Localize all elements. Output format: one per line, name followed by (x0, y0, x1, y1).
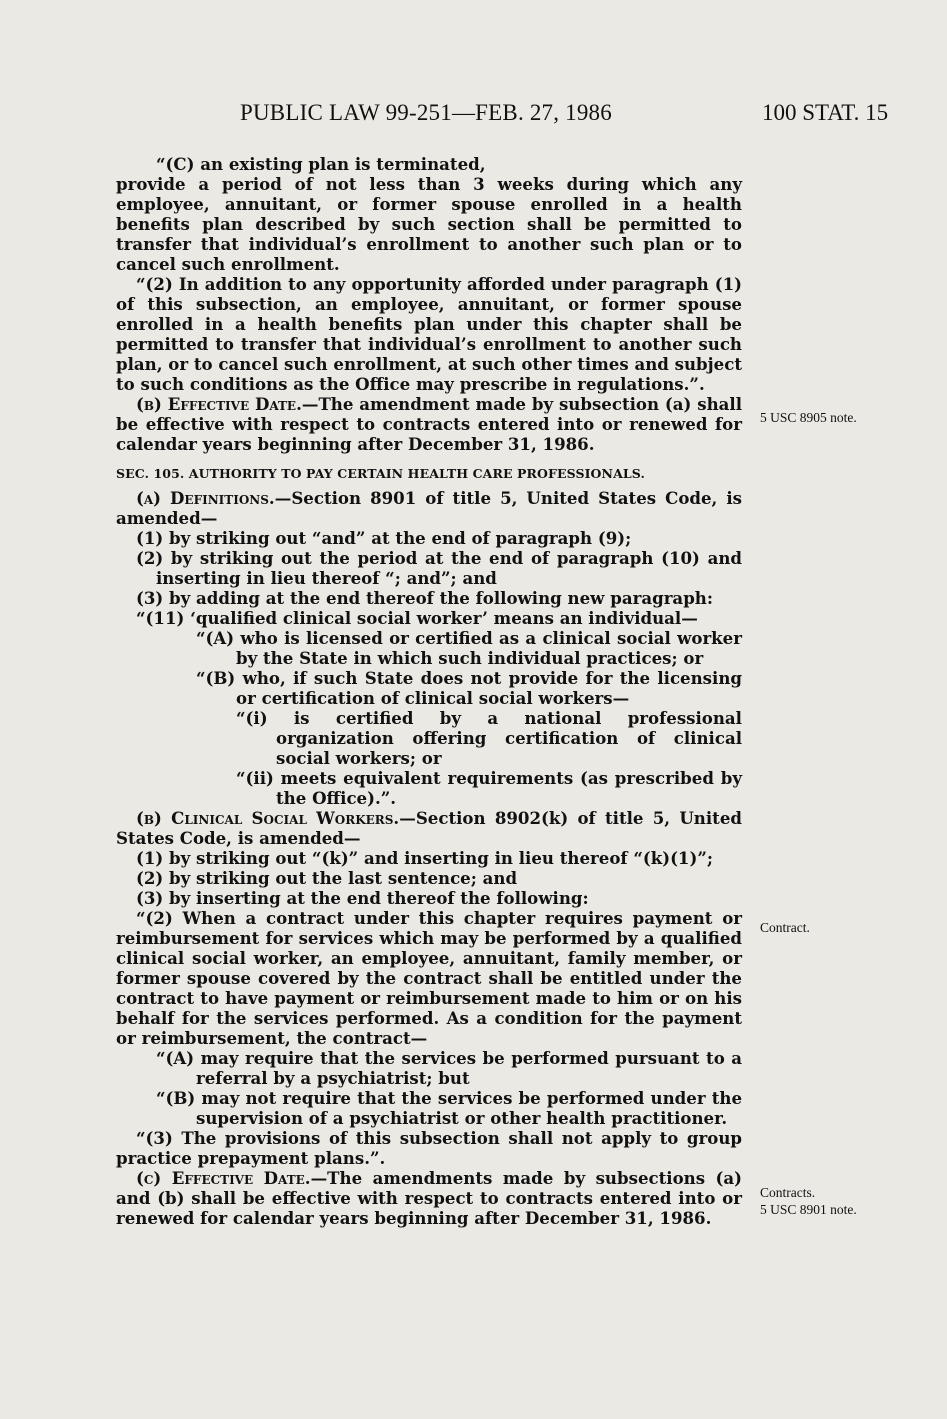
clause-3-add-paragraph: (3) by adding at the end thereof the following new paragraph: (136, 588, 713, 608)
paragraph-a-definitions: (a) Definitions.—Section 8901 of title 5, United States Code, is amended— (116, 488, 743, 528)
clause-3-insert-following: (3) by inserting at the end thereof the following: (136, 888, 589, 908)
paragraph-c-terminated: “(C) an existing plan is terminated, (156, 154, 486, 174)
page-number: 100 STAT. 15 (762, 100, 889, 125)
definition-ii-equivalent: “(ii) meets equivalent requirements (as prescribed by the Office).”. (236, 768, 742, 808)
heading-effective-date: (b) Effective Date. (136, 394, 302, 414)
definition-a-licensed: “(A) who is licensed or certified as a clinical social worker by the State in which such individual practices; or (196, 628, 742, 668)
subparagraph-a-referral: “(A) may require that the services be performed pursuant to a referral by a psychiatrist; but (156, 1048, 742, 1088)
document-body (116, 154, 742, 1228)
margin-note-5usc8905: 5 USC 8905 note. (760, 410, 857, 425)
margin-note-contract: Contract. (760, 920, 810, 935)
clause-2-strike-period: (2) by striking out the period at the end of paragraph (10) and inserting in lieu thereof “; and”; and (136, 548, 742, 588)
paragraph-transfer-period: provide a period of not less than 3 weeks during which any employee, annuitant, or former spouse enrolled in a health benefits plan described by such section shall be permitted to transfer that individual’s enrollment to another such plan or to cancel such enrollment. (116, 174, 742, 274)
page-header-title: PUBLIC LAW 99-251—FEB. 27, 1986 (240, 100, 612, 125)
margin-note-contracts: Contracts. (760, 1185, 816, 1200)
subparagraph-b-supervision: “(B) may not require that the services be performed under the supervision of a psychiatrist or other health practitioner. (156, 1088, 742, 1128)
definition-b-no-licensing: “(B) who, if such State does not provide for the licensing or certification of clinical social workers— (196, 668, 742, 708)
clause-1-strike-and: (1) by striking out “and” at the end of paragraph (9); (136, 528, 632, 548)
clause-2-strike-sentence: (2) by striking out the last sentence; and (136, 868, 518, 888)
paragraph-3-group-practice: “(3) The provisions of this subsection shall not apply to group practice prepayment plans.”. (116, 1128, 742, 1168)
margin-note-5usc8901: 5 USC 8901 note. (760, 1202, 857, 1217)
paragraph-b-effective-date: (b) Effective Date.—The amendment made by subsection (a) shall be effective with respect to contracts entered into or renewed for calendar years beginning after December 31, 1986. (116, 394, 743, 454)
clause-1-strike-k: (1) by striking out “(k)” and inserting in lieu thereof “(k)(1)”; (136, 848, 713, 868)
heading-definitions: (a) Definitions. (136, 488, 275, 508)
paragraph-b-clinical-social-workers: (b) Clinical Social Workers.—Section 8902(k) of title 5, United States Code, is amended— (116, 808, 743, 848)
section-105-heading: SEC. 105. AUTHORITY TO PAY CERTAIN HEALTH CARE PROFESSIONALS. (116, 466, 645, 481)
paragraph-2-contract-payment: “(2) When a contract under this chapter requires payment or reimbursement for services which may be performed by a qualified clinical social worker, an employee, annuitant, family member, or former spouse covered by the contract shall be entitled under the contract to have payment or reimbursement made to him or on his behalf for the services performed. As a condition for the payment or reimbursement, the contract— (116, 908, 742, 1048)
heading-clinical-social-workers: (b) Clinical Social Workers. (136, 808, 400, 828)
definition-11-social-worker: “(11) ‘qualified clinical social worker’ means an individual— (136, 608, 698, 628)
paragraph-c-effective-date: (c) Effective Date.—The amendments made by subsections (a) and (b) shall be effective with respect to contracts entered into or renewed for calendar years beginning after December 31, 1986. (116, 1168, 743, 1228)
heading-effective-date-c: (c) Effective Date. (136, 1168, 311, 1188)
definition-i-certified: “(i) is certified by a national professional organization offering certification of clinical social workers; or (236, 708, 742, 768)
paragraph-2-additional-opportunity: “(2) In addition to any opportunity afforded under paragraph (1) of this subsection, an employee, annuitant, or former spouse enrolled in a health benefits plan under this chapter shall be permitted to transfer that individual’s enrollment to another such plan, or to cancel such enrollment, at such other times and subject to such conditions as the Office may prescribe in regulations.”. (116, 274, 742, 394)
